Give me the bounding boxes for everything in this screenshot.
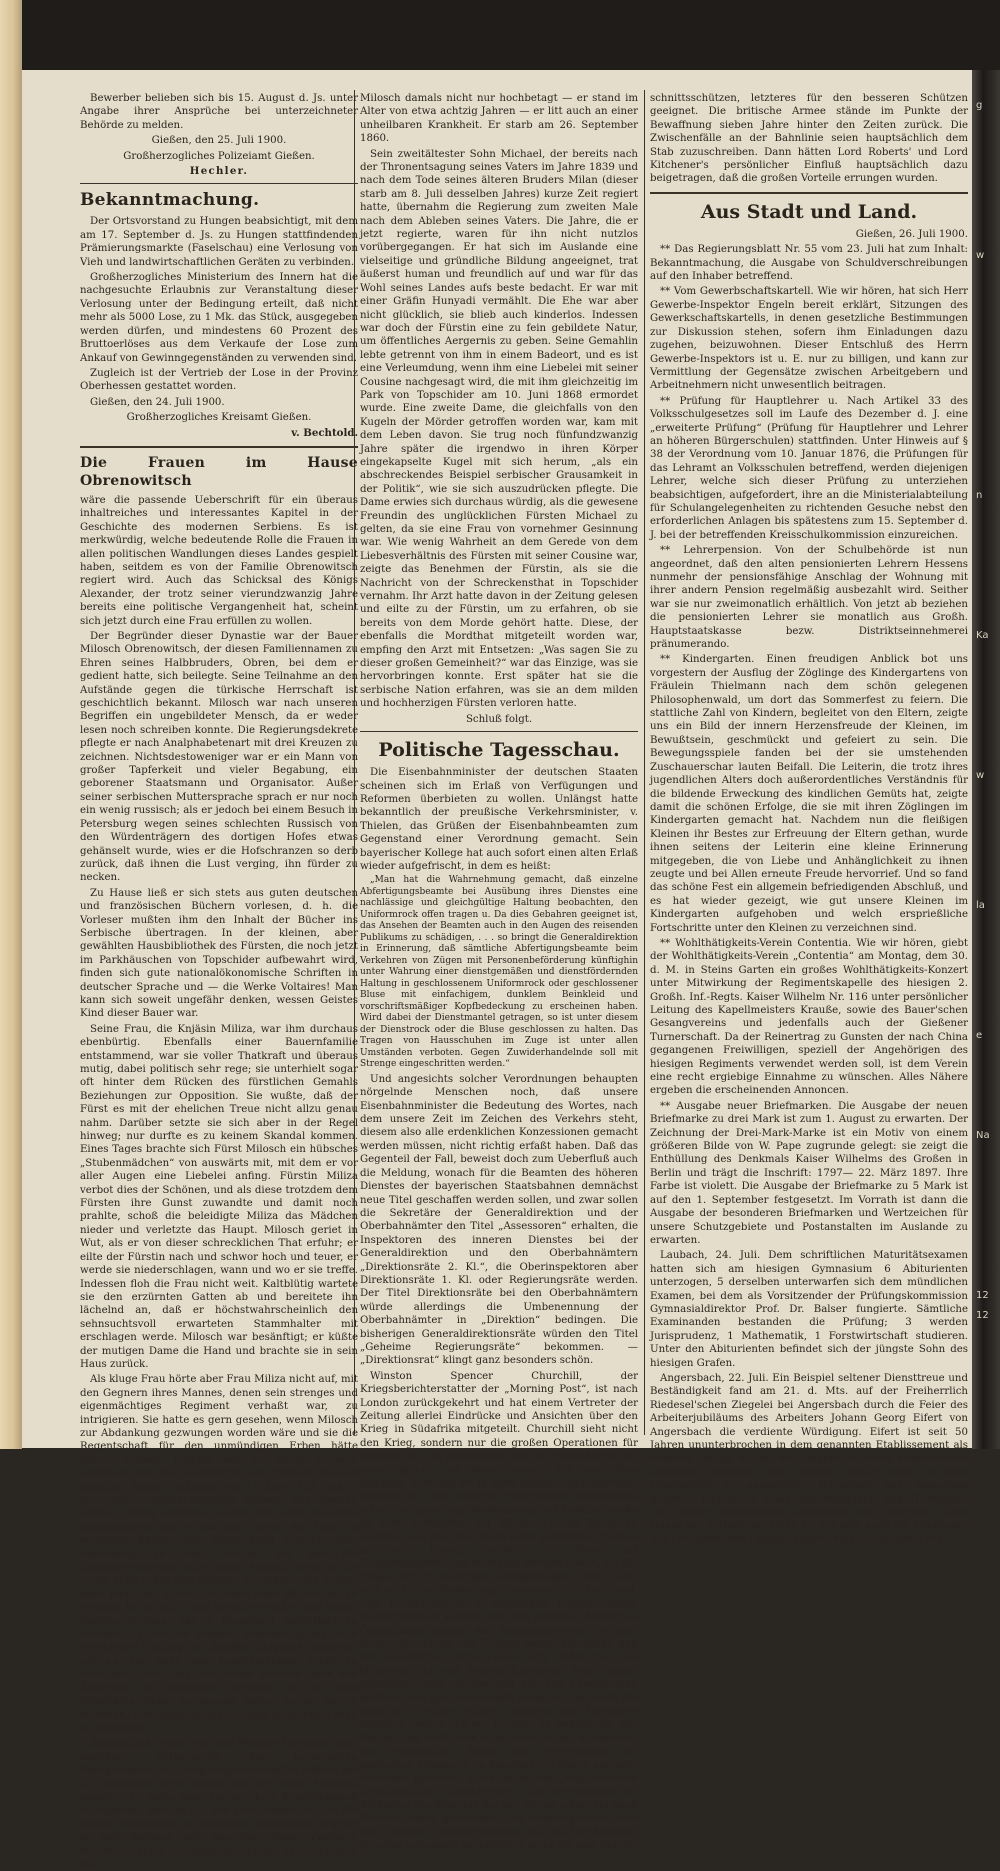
- article-paragraph: Und angesichts solcher Verordnungen behaupten nörgelnde Menschen noch, daß unsere Eisenbahnminister die Bedeutung des Wortes, nach dem unsere Zeit im Zeichen des Verkehrs steht, diesem also alle erdenklichen Konzessionen gemacht werden müssen, nicht richtig erfaßt haben. Daß das Gegenteil der Fall, beweist doch zum Ueberfluß auch die Meldung, wonach für die Beamten des höheren Dienstes der bayerischen Staatsbahnen demnächst neue Titel geschaffen werden sollen, und zwar sollen die Sekretäre der Generaldirektion und der Oberbahnämter den Titel „Assessoren“ erhalten, die Inspektoren des inneren Dienstes bei der Generaldirektion und den Oberbahnämtern „Direktionsräte 2. Kl.“, die Oberinspektoren aber Direktionsräte 1. Kl. oder Regierungsräte werden. Der Titel Direktionsräte bei den Oberbahnämtern würde allerdings die Umbenennung der Oberbahnämter in „Direktion“ bedingen. Die bisherigen Generaldirektionsräte würden den Titel „Geheime Regierungsräte“ bekommen. — „Direktionsrat“ klingt ganz besonders schön.: [360, 1073, 638, 1367]
- news-item: ** Wohlthätigkeits-Verein Contentia. Wie wir hören, giebt der Wohlthätigkeits-Verein „Contentia“ am Montag, dem 30. d. M. in Steins Garten ein großes Wohlthätigkeits-Konzert unter Mitwirkung der Regimentskapelle des hiesigen 2. Großh. Inf.-Regts. Kaiser Wilhelm Nr. 116 unter persönlicher Leitung des Kapellmeisters Krauße, sowie des Bauer'schen Gesangvereins und jedenfalls auch der Gießener Turnerschaft. Da der Reinertrag zu Gunsten der nach China gegangenen Freiwilligen, speziell der Angehörigen des hiesigen Regiments verwendet werden soll, ist dem Verein eine recht ergiebige Einnahme zu wünschen. Alles Nähere ergeben die erscheinenden Annoncen.: [650, 937, 968, 1097]
- place-date: Gießen, den 24. Juli 1900.: [90, 396, 225, 408]
- news-item: ** Ausgabe neuer Briefmarken. Die Ausgabe der neuen Briefmarke zu drei Mark ist zum 1. August zu erwarten. Der Zeichnung der Drei-Mark-Marke ist ein Motiv von einem größeren Bilde von W. Pape zugrunde gelegt: sie zeigt die Enthüllung des Denkmals Kaiser Wilhelms des Großen in Berlin und trägt die Inschrift: 1797— 22. März 1897. Ihre Farbe ist violett. Die Ausgabe der Briefmarke zu 5 Mark ist auf den 1. September festgesetzt. Im Vorrath ist dann die Ausgabe der besonderen Briefmarken und Wertzeichen für unsere Schutzgebiete und Postanstalten im Auslande zu erwarten.: [650, 1100, 968, 1246]
- column-rule: [644, 90, 645, 1435]
- edge-fragment: w: [976, 770, 985, 781]
- article-paragraph: wäre die passende Ueberschrift für ein überaus inhaltreiches und interessantes Kapitel in der Geschichte des modernen Serbiens. Es ist merkwürdig, welche bedeutende Rolle die Frauen in allen politischen Wandlungen dieses Landes gespielt haben, seitdem es von der Familie Obrenowitsch regiert wird. Auch das Schicksal des Königs Alexander, der trotz seiner vierundzwanzig Jahre bereits eine politische Vergangenheit hat, scheint sich jetzt durch eine Frau erfüllen zu wollen.: [80, 494, 358, 627]
- notice-place-date: Gießen, den 25. Juli 1900.: [151, 135, 287, 147]
- aus-stadt-und-land-heading: Aus Stadt und Land.: [700, 200, 918, 223]
- news-item: ** Vom Gewerbschaftskartell. Wie wir hören, hat sich Herr Gewerbe-Inspektor Engeln bereit erklärt, Sitzungen des Gewerkschaftskartells, in denen gesetzliche Bestimmungen zur Diskussion stehen, sofern ihm Einladungen dazu zugehen, beizuwohnen. Dieser Entschluß des Herrn Gewerbe-Inspektors ist u. E. nur zu billigen, und kann zur Vermittlung der Gegensätze zwischen Arbeitgebern und Arbeitnehmern nicht unwesentlich beitragen.: [650, 286, 968, 392]
- article-paragraph: Milosch damals nicht nur hochbetagt — er stand im Alter von etwa achtzig Jahren — er litt auch an einer unheilbaren Krankheit. Er starb am 26. September 1860.: [360, 93, 638, 145]
- column-1: [80, 92, 358, 1870]
- authority: Großherzogliches Kreisamt Gießen.: [126, 412, 312, 424]
- notice-authority: Großherzogliches Polizeiamt Gießen.: [123, 150, 315, 162]
- notice-signature: Hechler.: [189, 165, 249, 178]
- scan-left-margin: [0, 0, 22, 1449]
- article-paragraph: Bekanntlich wurde der alte Milosch Obrenowitsch, nachdem mittlerweile die bevorzugten Karageorgewitsch völlig abgewirtschaftet hatten, am 23. Dezember 1858 wieder auf den Thron Serbiens berufen. Er hatte zwar versprochen, konstitutionell zu regieren, aber es fiel ihm sehr schwer, sich in die neuen Verhältnisse zu schicken. Am meisten ärgerte er sich darüber, daß ihm die Finanzverwaltung monatlich seine Civilliste auszahlen ließ. Indessen war: [80, 1738, 358, 1870]
- divider: [80, 446, 358, 448]
- edge-fragment: w: [976, 250, 985, 261]
- edge-fragment: n: [976, 490, 983, 501]
- edge-fragment: Ka: [976, 630, 989, 641]
- article-paragraph: Als kluge Frau hörte aber Frau Miliza nicht auf, mit den Gegnern ihres Mannes, denen sein strenges und eigenmächtiges Regiment verhaßt war, zu intrigieren. Sie hatte es gern gesehen, wenn Milosch zur Abdankung gezwungen worden wäre und sie die Regentschaft für den unmündigen Erben hätte führen können. Endlich war die Sache so weit gediehen, daß die Skupschtina den Fürsten Milosch absetzte. Seine Erklärung vom 12. Juni 1839, daß er zu Gunsten seines nächsten Sohnes, des zweiten Sohnes Milan abdanke, wurde mit dem Bescheid angenommen, daß er und die Fürstin das Land zu verlassen hätten. Die Skupschtina schickte eine Abordnung an den Fürsten, um ihm die Landesverweisung mitzuteilen. Milosch empfing die Leute sehr ruhig und äußerte vornehm: „Ich bringe mich nicht auf; glaubt Ihr, ohne mich glücklicher zu werden, ist es gut.“ Bald darauf verließ er mit seiner Familie Serbien, um in Rumänien Aufenthalt zu nehmen. Es war ein schöner Sommertag, als er in vornehmer Haltung die Straßen Belgrads passierte, um an der Save das bereitstehende Schiff zu besteigen. Viele aus dem Volke weinten über den Abschied. Der türkischen Garnison, die ihr jeden öffentliche Ruhe zu sorgen hatte, wurde streng verboten, dem abgesetzten Fürsten fürstliche Ehren zu erweisen.: [80, 1374, 358, 1734]
- news-item: ** Lehrerpension. Von der Schulbehörde ist nun angeordnet, daß den alten pensionierten Lehrern Hessens nunmehr der pensionsfähige Anschlag der Wohnung mit ihrer andern Pension regelmäßig ausbezahlt wird. Seither war sie nur zweimonatlich erhältlich. Von jetzt ab beziehen die pensionierten Lehrer sie monatlich aus Großh. Hauptstaatskasse bezw. Distriktseinnehmerei pränumerando.: [650, 545, 968, 651]
- dateline: Gießen, 26. Juli 1900.: [855, 228, 968, 240]
- edge-fragment: 12: [976, 1290, 989, 1301]
- news-item: ** Prüfung für Hauptlehrer u. Nach Artikel 33 des Volksschulgesetzes soll im Laufe des Dezember d. J. eine „erweiterte Prüfung“ (Prüfung für Hauptlehrer und Lehrer an höheren Bürgerschulen) stattfinden. Unter Hinweis auf § 38 der Verordnung vom 10. Januar 1876, die Prüfungen für das Lehramt an Volksschulen betreffend, werden diejenigen Lehrer, welche sich dieser Prüfung zu unterziehen beabsichtigen, aufgefordert, ihre an die Ministerialabteilung für Schulangelegenheiten zu richtenden Gesuche nebst den erforderlichen Anlagen bis spätestens zum 15. September d. J. bei der betreffenden Kreisschulkommission einzureichen.: [650, 395, 968, 541]
- article-paragraph: Zugleich ist der Vertrieb der Lose in der Provinz Oberhessen gestattet worden.: [80, 367, 358, 393]
- signature: v. Bechtold.: [291, 426, 358, 439]
- article-paragraph: schnittsschützen, letzteres für den besseren Schützen geeignet. Die britische Armee stände im Punkte der Bewaffnung sieben Jahre hinter den Zeiten zurück. Die Zwischenfälle an der Bahnlinie seien hauptsächlich dem Stab zuzuschreiben. Dann hätten Lord Roberts' und Lord Kitchener's persönlicher Einfluß hauptsächlich dazu beigetragen, daß die großen Vorteile errungen wurden.: [650, 93, 968, 185]
- politische-tagesschau-heading: Politische Tagesschau.: [378, 739, 620, 762]
- edge-fragment: Na: [976, 1130, 990, 1141]
- column-2: [360, 92, 638, 1851]
- article-paragraph: Der Begründer dieser Dynastie war der Bauer Milosch Obrenowitsch, der diesen Familiennamen zu Ehren seines Halbbruders, Obren, bei dem er gedient hatte, sich beilegte. Seine Teilnahme an den Aufstände gegen die türkische Herrschaft ist geschichtlich bekannt. Milosch war nach unseren Begriffen ein ungebildeter Mensch, da er weder lesen noch schreiben konnte. Die Regierungsdekrete pflegte er nach Analphabetenart mit drei Kreuzen zu zeichnen. Nichtsdestoweniger war er ein Mann von großer Tapferkeit und vieler Begabung, ein geborener Staatsmann und Organisator. Außer seiner serbischen Muttersprache sprach er nur noch ein wenig russisch; als er jedoch bei einem Besuch in Petersburg wegen seines schlechten Russisch von den Würdenträgern des dortigen Hofes etwas gehänselt wurde, wies er die Hofschranzen so derb zurück, daß ihnen die Lust verging, ihn fürder zu necken.: [80, 631, 358, 884]
- edge-fragment: la: [976, 900, 985, 911]
- continuation-note: Schluß folgt.: [465, 713, 533, 725]
- news-item: Angersbach, 22. Juli. Ein Beispiel seltener Diensttreue und Beständigkeit fand am 21. d. Mts. auf der Freiherrlich Riedesel'schen Ziegelei bei Angersbach durch die Feier des Arbeiterjubiläums des Arbeiters Johann Georg Eifert von Angersbach die verdiente Würdigung. Eifert ist seit 50 Jahren ununterbrochen in dem genannten Etablissement als Arbeiter thätig; er hat die Ziegelei in ihren bescheidenen Anfängen gesehen und arbeitet heute noch in dem Großbetrieb in ungestörter Rüstigkeit fort, allgemein geachtet und durch seine Zuverlässigkeit und Tüchtigkeit von seinen Arbeitgebern anerkannt und geschätzt. Dies zeigte der Verlauf der Feier, zu der sich auch die Mitglieder der Freiherrlichen Familie, Major Friedrich Riedesel Frei-: [650, 1372, 968, 1545]
- article-paragraph: Die Eisenbahnminister der deutschen Staaten scheinen sich im Erlaß von Verfügungen und Reformen überbieten zu wollen. Unlängst hatte bekanntlich der preußische Verkehrsminister, v. Thielen, das Grüßen der Eisenbahnbeamten zum Gegenstand einer Verordnung gemacht. Sein bayerischer Kollege hat auch sofort einen alten Erlaß wieder aufgefrischt, in dem es heißt:: [360, 767, 638, 872]
- article-paragraph: Großherzogliches Ministerium des Innern hat die nachgesuchte Erlaubnis zur Veranstaltung dieser Verlosung unter der Bedingung erteilt, daß nicht mehr als 5000 Lose, zu 1 Mk. das Stück, ausgegeben werden dürfen, und mindestens 60 Prozent des Bruttoerlöses aus dem Verkaufe der Lose zum Ankauf von Gewinngegenständen zu verwenden sind.: [80, 272, 358, 364]
- edge-fragment: 12: [976, 1310, 989, 1321]
- edge-fragment: g: [976, 100, 983, 111]
- divider: [650, 192, 968, 194]
- quoted-decree: „Man hat die Wahrnehmung gemacht, daß einzelne Abfertigungsbeamte bei Ausübung ihres Dienstes eine nachlässige und gleichgültige Haltung beobachten, den Uniformrock offen tragen u. Da dies Gebahren geeignet ist, das Ansehen der Beamten auch in den Augen des reisenden Publikums zu schädigen, . . . so bringt die Generaldirektion in Erinnerung, daß sämtliche Abfertigungsbeamte beim Verkehren von Zügen mit Personenbeförderung künftighin unter Wahrung einer dienstgemäßen und dienstfördernden Haltung in geschlossenem Uniformrock oder geschlossener Bluse mit einfachigem, dunklem Beinkleid und vorschriftsmäßiger Kopfbedeckung zu erscheinen haben. Wird dabei der Dienstmantel getragen, so ist unter diesem der Dienstrock oder die Bluse geschlossen zu halten. Das Tragen von Hausschuhen im Zuge ist unter allen Umständen verboten. Gegen Zuwiderhandelnde soll mit Strenge eingeschritten werden.“: [360, 875, 638, 1070]
- frauen-heading: Die Frauen im Hause Obrenowitsch: [80, 454, 358, 489]
- scan-top-margin: [0, 0, 1000, 70]
- newspaper-page: [22, 70, 972, 1870]
- divider: [80, 183, 358, 184]
- adjacent-page-edge: [972, 70, 1000, 1449]
- article-paragraph: Winston Spencer Churchill, der Kriegsberichterstatter der „Morning Post“, ist nach London zurückgekehrt und hat einem Vertreter der Zeitung allerlei Eindrücke und Ansichten über den Krieg in Südafrika mitgeteilt. Churchill sieht nicht den Krieg, sondern nur die großen Operationen für beendet an. Ein genügender Teil des Burenheeres sei unverfolglich, und dieser werde bis zum Tode kämpfen oder bis er in eine solche Lage gedrängt worden sei, daß weiterer Widerstand hoffnungslos wäre. Die gewaltige Ausdehnung des Landes mache es sehr schwierig, mit diesen Leuten fertig zu werden, weil man sich doch nicht genügend Truppen befördern könne, sondern die Bahn zur Truppenbeförderung verwandt werden könne, sei die Frage der rückwärtigen Verbindungen nicht mehr von so vitaler Bedeutung, besonders da die Natal- und Freistaatlinien in englischen Händen seien. Wahrscheinlich würden sich die nächsten britischen Operationen gegen die Delagoabai-Bahn richten. Ueber die Lehren des Krieges meinte Churchill, daß der Kavallerist, dem Lanze und Säbel nur ein Hindernis sei, mit seinem Karabiner dem Gegner gegenüber sehr im Nachteil sei. Die Kavalleristen müßten eine gute Feuerwaffe erhalten, und nicht die Infanterie müsse reiten, sondern die Kavallerie schießen lernen. Es sei Unsinn, zu behaupten, der Bur sei ein berittener Infanterist; er sei Kavallerist, ein vorzüglicher Reiter. Der Verwendung der berittenen Infanterie zu Zwecken, zu denen sie nicht bestimmt gewesen, seien einige der „unglücklichen Zwischenfälle“ zuzuschreiben. Die Verwendung der Artillerie, die älter als die der Buren wäre, sei nach falschen Ideen geschehen. Das Mausergewehr habe eine bessere Ladevorrichtung, als das Lee-Metford-Gewehr, außerdem sei letzteres mehr für den Durch-: [360, 1370, 638, 1851]
- column-3: [650, 92, 968, 1545]
- news-item: ** Kindergarten. Einen freudigen Anblick bot uns vorgestern der Ausflug der Zöglinge des Kindergartens von Fräulein Thielmann nach dem schön gelegenen Philosophenwald, um dort das Sommerfest zu feiern. Die stattliche Zahl von Kindern, begleitet von den Eltern, zeigte uns ein Bild der innern Herzensfreude der Kleinen, im Bewußtsein, geschmückt und gefeiert zu sein. Die Bewegungsspiele fanden bei der sie umstehenden Zuschauerschar lauten Beifall. Die Leiterin, die trotz ihres jugendlichen Alters doch außerordentliches Verständnis für die bildende Erweckung des kindlichen Gemüts hat, zeigte damit die schönen Erfolge, die sie mit ihren Zöglingen im Kindergarten gemacht hat. Nachdem nun die fleißigen Kleinen ihr Bestes zur Erfreuung der Eltern gethan, wurde ihnen seitens der Leiterin eine kleine Erinnerung mitgegeben, die von Liebe und Anhänglichkeit zu ihnen zeugte und bei Allen erneute Freude hervorrief. Und so fand das schöne Fest ein allgemein befriedigenden Abschluß, und es hat wieder gezeigt, wie gut unsere Kleinen im Kindergarten aufgehoben und welch ersprießliche Fortschritte unter den Kleinen zu verzeichnen sind.: [650, 654, 968, 934]
- article-paragraph: Sein zweitältester Sohn Michael, der bereits nach der Thronentsagung seines Vaters im Jahre 1839 und nach dem Tode seines älteren Bruders Milan (dieser starb am 8. Juli desselben Jahres) kurze Zeit regiert hatte, übernahm die Regierung zum zweiten Male nach dem Ableben seines Vaters. Die Jahre, die er jetzt regierte, waren für ihn nicht nutzlos vorübergegangen. Er hat sich im Auslande eine vielseitige und gründliche Bildung angeeignet, trat äußerst human und freundlich auf und war für das Wohl seines Landes aufs beste bedacht. Er war mit einer Gräfin Hunyadi vermählt. Die Ehe war aber nicht glücklich, sie blieb auch kinderlos. Indessen war doch der Fürstin eine zu fein gebildete Natur, um öffentliches Aergernis zu geben. Seine Gemahlin lebte getrennt von ihm in einem Badeort, und es ist eine Verleumdung, wenn ihm eine Liebelei mit seiner Cousine nachgesagt wird, die mit ihm gleichzeitig im Park von Topschider am 10. Juni 1868 ermordet wurde. Eine zweite Dame, die gleichfalls von den Kugeln der Mörder getroffen worden war, kam mit dem Leben davon. Sie trug noch fünfundzwanzig Jahre später die irgendwo in ihren Körper eingekapselte Kugel mit sich herum, „als ein abschreckendes Beispiel serbischer Grausamkeit in der Politik“, wie sie sich auszudrücken pflegte. Die Dame erwies sich durchaus würdig, als die gewesene Freundin des unglücklichen Fürsten Michael zu gelten, da sie eine Frau von vornehmer Gesinnung war. Wie wenig Wahrheit an dem Gerede von dem Liebesverhältnis des Fürsten mit seiner Cousine war, zeigte das Benehmen der Fürstin, als sie die Nachricht von der Schreckensthat in Topschider vernahm. Ihr Arzt hatte davon in der Zeitung gelesen und eilte zu der Fürstin, um zu erfahren, ob sie bereits von dem Morde gehört hatte. Diese, der ebenfalls die Mordthat mitgeteilt worden war, empfing den Arzt mit Entsetzen: „Was sagen Sie zu dieser großen Gemeinheit?“ war das Einzige, was sie hervorbringen konnte. Erst später hat sie die serbische Nation erfahren, was sie an dem milden und hochherzigen Fürsten verloren hatte.: [360, 148, 638, 710]
- divider: [360, 731, 638, 732]
- edge-fragment: e: [976, 1030, 983, 1041]
- article-paragraph: Der Ortsvorstand zu Hungen beabsichtigt, mit dem am 17. September d. Js. zu Hungen stattfindenden Prämierungsmarkte (Faselschau) eine Verlosung von Vieh und landwirtschaftlichen Geräten zu verbinden.: [80, 216, 358, 268]
- article-paragraph: Seine Frau, die Knjäsin Miliza, war ihm durchaus ebenbürtig. Ebenfalls einer Bauernfamilie entstammend, war sie voller Thatkraft und überaus mutig, dabei politisch sehr rege; sie unterhielt sogar oft hinter dem Rücken des fürstlichen Gemahls Beziehungen zur Opposition. Sie wußte, daß der Fürst es mit der ehelichen Treue nicht allzu genau nahm. Darüber setzte sie sich aber in der Regel hinweg; nur durfte es zu keinem Skandal kommen. Eines Tages brachte sich Fürst Milosch ein hübsches „Stubenmädchen“ von auswärts mit, mit dem er vor aller Augen eine Liebelei anfing. Fürstin Miliza verbot dies der Schönen, und als diese trotzdem dem Fürsten ihre Gunst zuwandte und damit noch prahlte, schoß die beleidigte Miliza das Mädchen nieder und verletzte das Haupt. Milosch geriet in Wut, als er von dieser schrecklichen That erfuhr; er eilte der Fürstin nach und schwor hoch und teuer, er werde sie niederschlagen, wann und wo er sie treffe. Indessen floh die Frau nicht weit. Kaltblütig wartete sie den erzürnten Gatten ab und bereitete ihn lächelnd an, daß er höchstwahrscheinlich den sehnsuchtsvoll erwarteten Stammhalter mit erschlagen werde. Milosch war besänftigt; er küßte der mutigen Dame die Hand und brachte sie in sein Haus zurück.: [80, 1023, 358, 1370]
- news-item: ** Das Regierungsblatt Nr. 55 vom 23. Juli hat zum Inhalt: Bekanntmachung, die Ausgabe von Schuldverschreibungen auf den Inhaber betreffend.: [650, 244, 968, 283]
- bekanntmachung-heading: Bekanntmachung.: [80, 190, 260, 211]
- notice-text: Bewerber belieben sich bis 15. August d. Js. unter Angabe ihrer Ansprüche bei unterzeichneter Behörde zu melden.: [80, 93, 358, 131]
- news-item: Laubach, 24. Juli. Dem schriftlichen Maturitätsexamen hatten sich am hiesigen Gymnasium 6 Abiturienten unterzogen, 5 derselben unterwarfen sich dem mündlichen Examen, bei dem als Vorsitzender der Prüfungskommission Gymnasialdirektor Prof. Dr. Balser fungierte. Sämtliche Examinanden bestanden die Prüfung; 3 werden Jurisprudenz, 1 Mathematik, 1 Forstwirtschaft studieren. Unter den Abiturienten befindet sich der jüngste Sohn des hiesigen Grafen.: [650, 1250, 968, 1369]
- article-paragraph: Zu Hause ließ er sich stets aus guten deutschen und französischen Büchern vorlesen, d. h. die Vorleser mußten ihm den Inhalt der Bücher ins Serbische übertragen. In der kleinen, aber gewählten Hausbibliothek des Fürsten, die noch jetzt im Parkhäuschen von Topschider aufbewahrt wird, finden sich gute nationalökonomische Schriften in deutscher Sprache und — die Werke Voltaires! Man kann sich soweit ungefähr denken, wessen Geistes Kind dieser Bauer war.: [80, 887, 358, 1020]
